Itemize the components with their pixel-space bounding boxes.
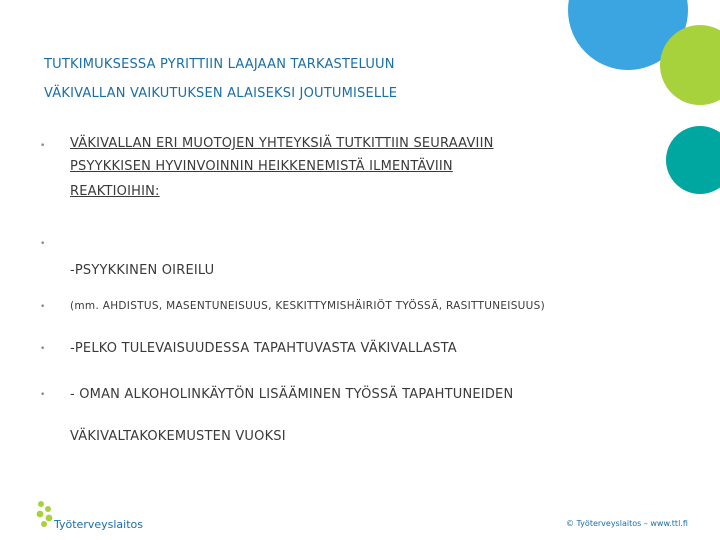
bullet-marker: • [40,344,46,354]
bullet-marker: • [40,239,46,249]
title-line-1: TUTKIMUKSESSA PYRITTIIN LAAJAAN TARKASTELUUN [44,57,395,72]
intro-line-2: PSYYKKISEN HYVINVOINNIN HEIKKENEMISTÄ ILMENTÄVIIN [70,159,453,174]
bullet-marker: • [40,390,46,400]
footer-copyright: © Työterveyslaitos – www.ttl.fi [566,519,688,528]
logo-text: Työterveyslaitos [54,518,143,531]
intro-line-1: VÄKIVALLAN ERI MUOTOJEN YHTEYKSIÄ TUTKITTIIN SEURAAVIIN [70,136,494,151]
item-symptoms-detail: (mm. AHDISTUS, MASENTUNEISUUS, KESKITTYMISHÄIRIÖT TYÖSSÄ, RASITTUNEISUUS) [70,300,546,312]
item-alkoholi-line-1: - OMAN ALKOHOLINKÄYTÖN LISÄÄMINEN TYÖSSÄ TAPAHTUNEIDEN [70,387,514,402]
item-alkoholi-line-2: VÄKIVALTAKOKEMUSTEN VUOKSI [70,429,286,444]
bullet-marker: • [40,302,46,312]
bullet-marker: • [40,141,46,151]
intro-line-3: REAKTIOIHIN: [70,184,160,199]
item-pelko: -PELKO TULEVAISUUDESSA TAPAHTUVASTA VÄKIVALLASTA [70,341,457,356]
ttl-logo-icon [36,500,56,528]
item-psyykkinen-oireilu: -PSYYKKINEN OIREILU [70,263,215,278]
slide-title [44,50,604,108]
title-line-2: VÄKIVALLAN VAIKUTUKSEN ALAISEKSI JOUTUMISELLE [44,86,398,101]
